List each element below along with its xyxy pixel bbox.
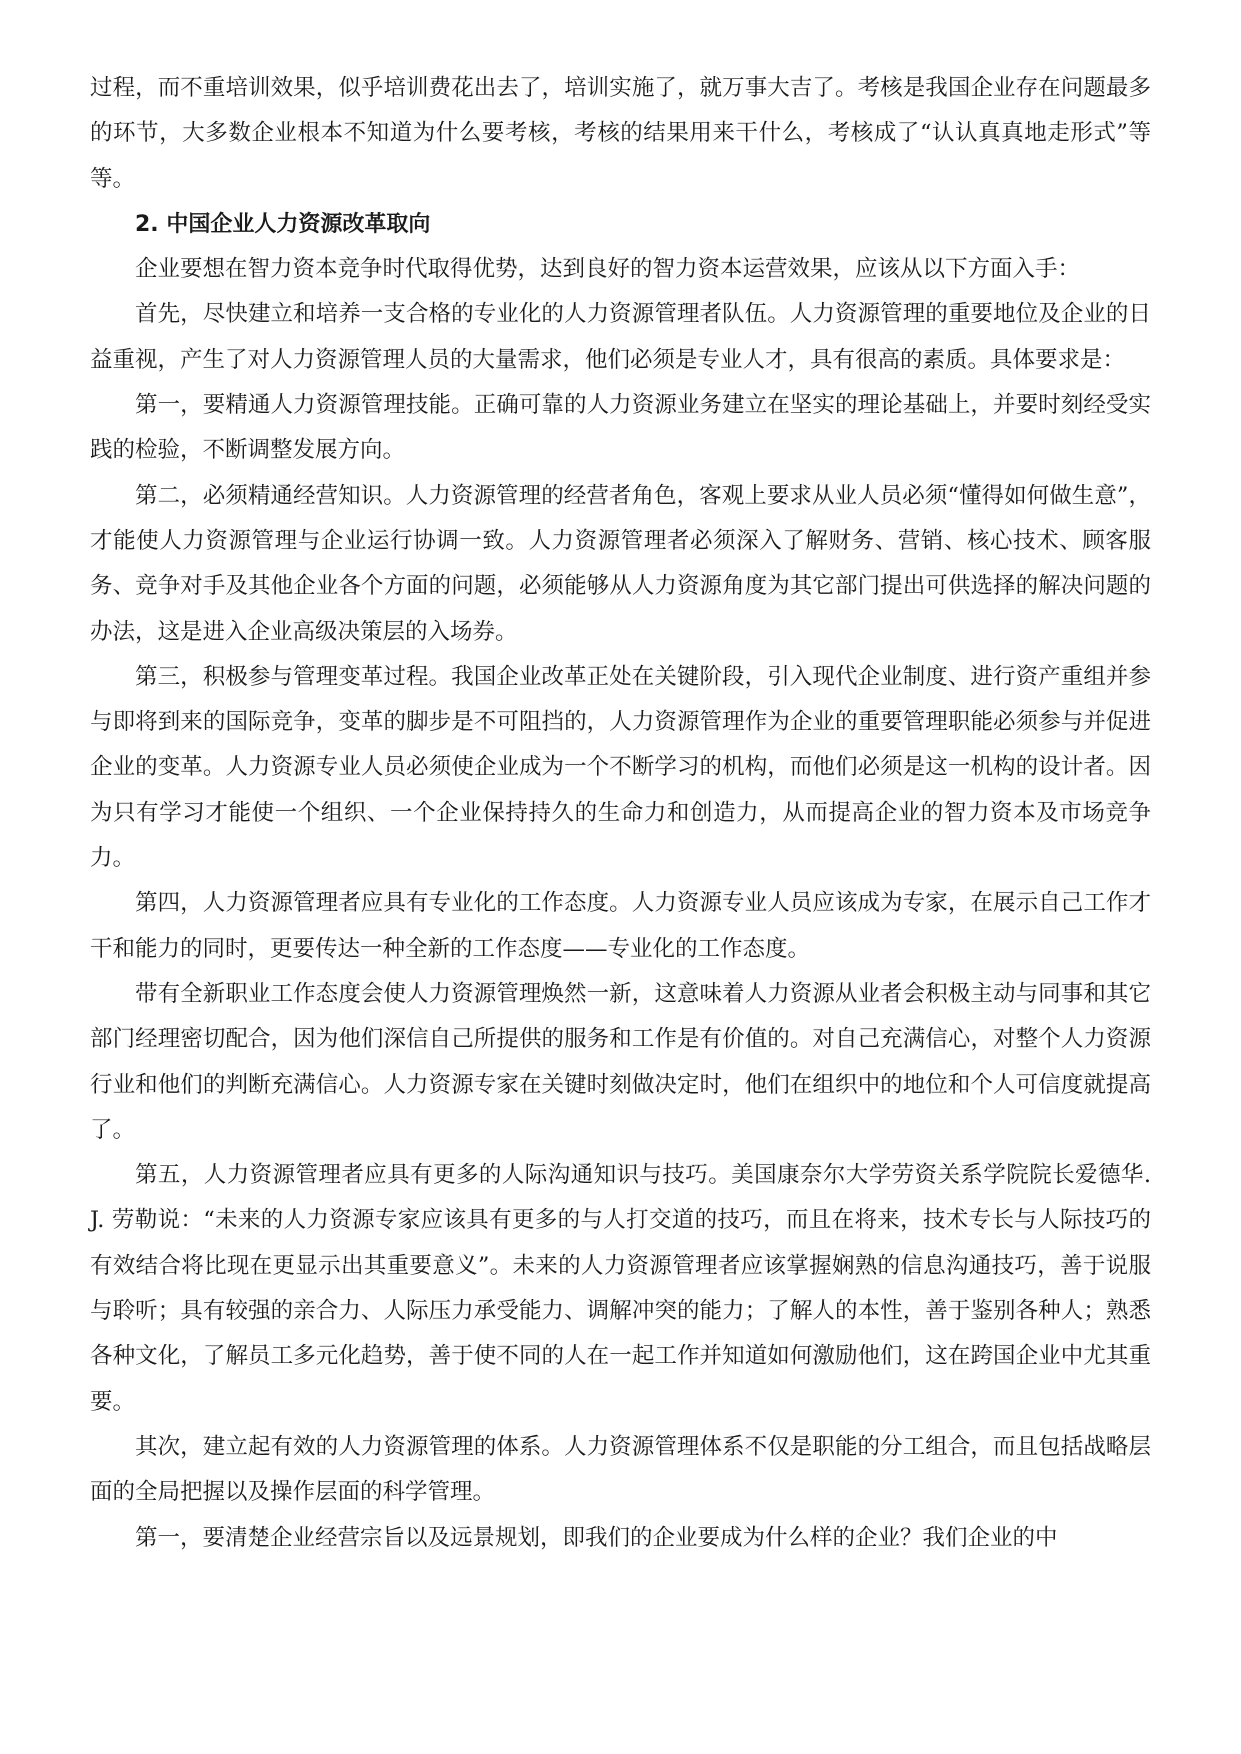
paragraph: 第四，人力资源管理者应具有专业化的工作态度。人力资源专业人员应该成为专家，在展示自己工作才干和能力的同时，更要传达一种全新的工作态度——专业化的工作态度。 [90,890,1151,962]
paragraph: 第二，必须精通经营知识。人力资源管理的经营者角色，客观上要求从业人员必须“懂得如何做生意”，才能使人力资源管理与企业运行协调一致。人力资源管理者必须深入了解财务、营销、核心技术、顾客服务、竞争对手及其他企业各个方面的问题，必须能够从人力资源角度为其它部门提出可供选择的解决问题的办法，这是进入企业高级决策层的入场券。 [90,482,1151,645]
document-page [90,66,1151,1561]
paragraph-continuation: 过程，而不重培训效果，似乎培训费花出去了，培训实施了，就万事大吉了。考核是我国企业存在问题最多的环节，大多数企业根本不知道为什么要考核，考核的结果用来干什么，考核成了“认认真真地走形式”等等。 [90,75,1151,192]
paragraph: 其次，建立起有效的人力资源管理的体系。人力资源管理体系不仅是职能的分工组合，而且包括战略层面的全局把握以及操作层面的科学管理。 [90,1433,1151,1506]
paragraph: 企业要想在智力资本竞争时代取得优势，达到良好的智力资本运营效果，应该从以下方面入手： [135,256,1081,283]
paragraph: 第五，人力资源管理者应具有更多的人际沟通知识与技巧。美国康奈尔大学劳资关系学院院长爱德华. J. 劳勒说：“未来的人力资源专家应该具有更多的与人打交道的技巧，而且在将来，技术专长与人际技巧的有效结合将比现在更显示出其重要意义”。未来的人力资源管理者应该掌握娴熟的信息沟通技巧，善于说服与聆听；具有较强的亲合力、人际压力承受能力、调解冲突的能力；了解人的本性，善于鉴别各种人；熟悉各种文化，了解员工多元化趋势，善于使不同的人在一起工作并知道如何激励他们，这在跨国企业中尤其重要。 [90,1162,1151,1415]
paragraph: 带有全新职业工作态度会使人力资源管理焕然一新，这意味着人力资源从业者会积极主动与同事和其它部门经理密切配合，因为他们深信自己所提供的服务和工作是有价值的。对自己充满信心，对整个人力资源行业和他们的判断充满信心。人力资源专家在关键时刻做决定时，他们在组织中的地位和个人可信度就提高了。 [90,980,1151,1143]
section-heading: 2. 中国企业人力资源改革取向 [135,211,431,237]
paragraph: 第一，要清楚企业经营宗旨以及远景规划，即我们的企业要成为什么样的企业？我们企业的中 [135,1524,1058,1551]
paragraph: 首先，尽快建立和培养一支合格的专业化的人力资源管理者队伍。人力资源管理的重要地位及企业的日益重视，产生了对人力资源管理人员的大量需求，他们必须是专业人才，具有很高的素质。具体要求是： [90,301,1151,373]
paragraph: 第一，要精通人力资源管理技能。正确可靠的人力资源业务建立在坚实的理论基础上，并要时刻经受实践的检验，不断调整发展方向。 [90,392,1151,464]
paragraph: 第三，积极参与管理变革过程。我国企业改革正处在关键阶段，引入现代企业制度、进行资产重组并参与即将到来的国际竞争，变革的脚步是不可阻挡的，人力资源管理作为企业的重要管理职能必须参与并促进企业的变革。人力资源专业人员必须使企业成为一个不断学习的机构，而他们必须是这一机构的设计者。因为只有学习才能使一个组织、一个企业保持持久的生命力和创造力，从而提高企业的智力资本及市场竞争力。 [90,663,1151,872]
